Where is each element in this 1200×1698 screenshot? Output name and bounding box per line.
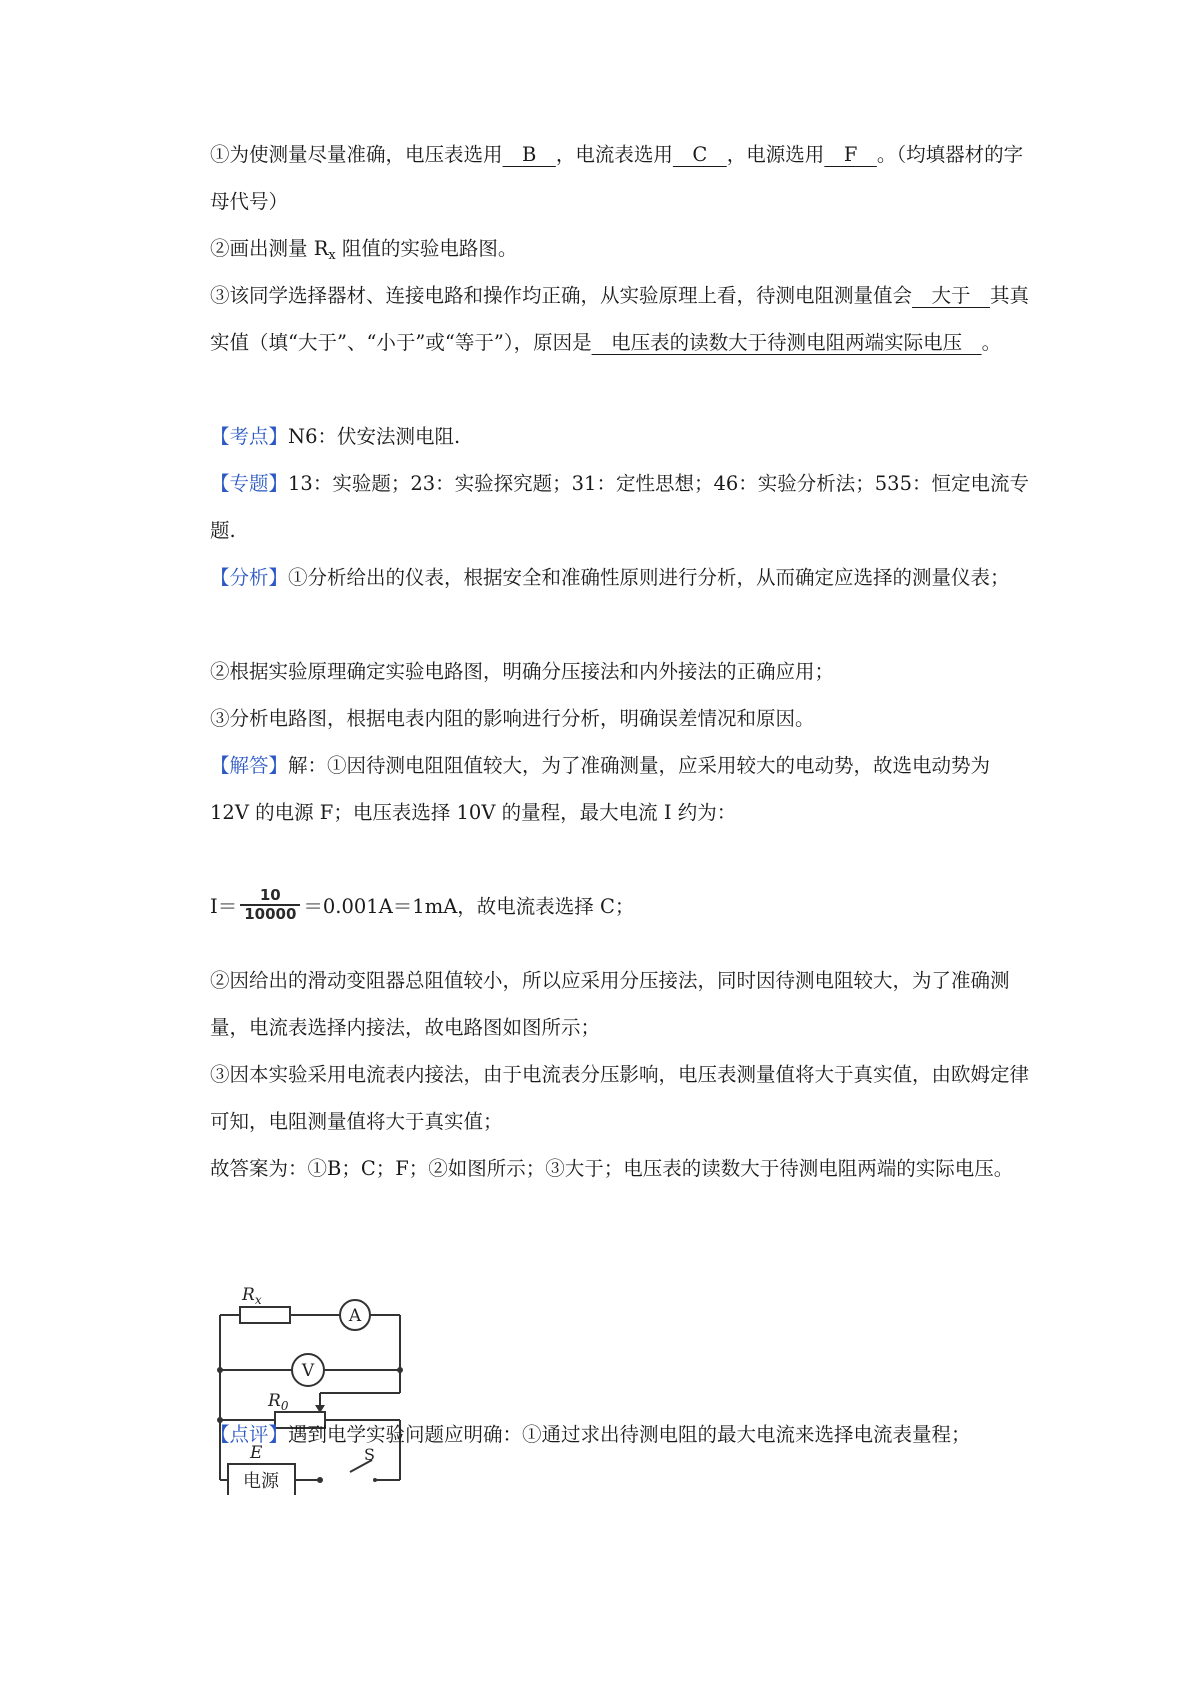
- formula-lhs: I＝: [210, 895, 238, 918]
- q2-text: ②画出测量 R: [210, 237, 329, 260]
- question-part-1: [210, 131, 1030, 225]
- jieda-text-1: 解：①因待测电阻阻值较大，为了准确测量，应采用较大的电动势，故选电动势为 12V 的电源 F；电压表选择 10V 的量程，最大电流 I 约为：: [210, 754, 991, 824]
- dianping-text: 遇到电学实验问题应明确：①通过求出待测电阻的最大电流来选择电流表量程；: [288, 1423, 971, 1446]
- formula-rhs: ＝0.001A＝1mA，故电流表选择 C；: [303, 895, 635, 918]
- circuit-diagram: [200, 1255, 440, 1495]
- current-formula: [210, 880, 634, 930]
- jieda-line-3: [210, 1051, 1030, 1145]
- source-label: 电源: [243, 1471, 279, 1492]
- fenxi-line-1: [210, 554, 1030, 601]
- question-part-3: [210, 272, 1030, 366]
- jieda-text-2: ②因给出的滑动变阻器总阻值较小，所以应采用分压接法，同时因待测电阻较大，为了准确测量，电流表选择内接法，故电路图如图所示；: [210, 969, 1010, 1039]
- ammeter-label: A: [348, 1306, 362, 1326]
- jieda-text-4: 故答案为：①B；C；F；②如图所示；③大于；电压表的读数大于待测电阻两端的实际电压。: [210, 1157, 1014, 1180]
- kaodian-tag: 【考点】: [210, 425, 289, 448]
- jieda-line-4: [210, 1145, 1030, 1192]
- fenxi-text-1: ①分析给出的仪表，根据安全和准确性原则进行分析，从而确定应选择的测量仪表；: [288, 566, 1010, 589]
- switch-label: S: [364, 1445, 375, 1464]
- q2-subscript: x: [328, 248, 336, 263]
- switch-pivot: [317, 1477, 323, 1483]
- resistor-rx: [240, 1307, 290, 1323]
- kaodian-section: [210, 413, 1030, 460]
- answer-source: F: [824, 143, 877, 166]
- zhuanti-text: 13：实验题；23：实验探究题；31：定性思想；46：实验分析法；535：恒定电流专题.: [210, 472, 1029, 542]
- q1-text: ①为使测量尽量准确，电压表选用: [210, 143, 503, 166]
- e-label: E: [250, 1443, 263, 1463]
- kaodian-text: N6：伏安法测电阻.: [288, 425, 461, 448]
- q3-text-2: 其真实值（填“大于”、“小于”或“等于”），原因是: [210, 284, 1030, 354]
- answer-ammeter: C: [672, 143, 727, 166]
- junction-dot: [217, 1367, 223, 1373]
- fenxi-text-2: ②根据实验原理确定实验电路图，明确分压接法和内外接法的正确应用；: [210, 660, 835, 683]
- formula-fraction: [240, 887, 300, 923]
- jieda-line-2: [210, 957, 1030, 1051]
- answer-voltmeter: B: [502, 143, 556, 166]
- voltmeter-label: V: [301, 1361, 315, 1381]
- answer-reason: 电压表的读数大于待测电阻两端实际电压: [591, 331, 982, 354]
- q2-text-2: 阻值的实验电路图。: [335, 237, 518, 260]
- q1-text-4: 。（均填器材的字母代号）: [210, 143, 1024, 213]
- r0-label: $R_0$: [268, 1391, 289, 1413]
- formula-numerator: 10: [259, 886, 281, 904]
- dianping-section: [210, 1411, 1030, 1458]
- jieda-line-1: [210, 742, 1030, 836]
- zhuanti-section: [210, 460, 1030, 554]
- formula-denominator: 10000: [244, 905, 297, 923]
- junction-dot: [397, 1367, 403, 1373]
- fenxi-tag: 【分析】: [210, 566, 289, 589]
- dianping-tag: 【点评】: [210, 1423, 289, 1446]
- jieda-text-3: ③因本实验采用电流表内接法，由于电流表分压影响，电压表测量值将大于真实值，由欧姆定律可知，电阻测量值将大于真实值；: [210, 1063, 1030, 1133]
- rx-label: $R_x$: [242, 1285, 262, 1307]
- q3-text: ③该同学选择器材、连接电路和操作均正确，从实验原理上看，待测电阻测量值会: [210, 284, 913, 307]
- q1-text-2: ，电流表选用: [555, 143, 673, 166]
- question-part-2: [210, 225, 1030, 272]
- q3-text-3: 。: [981, 331, 1002, 354]
- fenxi-line-2: [210, 648, 1030, 695]
- jieda-tag: 【解答】: [210, 754, 289, 777]
- fenxi-line-3: [210, 695, 1030, 742]
- switch-contact: [373, 1478, 377, 1482]
- q1-text-3: ，电源选用: [726, 143, 825, 166]
- fenxi-text-3: ③分析电路图，根据电表内阻的影响进行分析，明确误差情况和原因。: [210, 707, 815, 730]
- zhuanti-tag: 【专题】: [210, 472, 289, 495]
- answer-compare: 大于: [912, 284, 991, 307]
